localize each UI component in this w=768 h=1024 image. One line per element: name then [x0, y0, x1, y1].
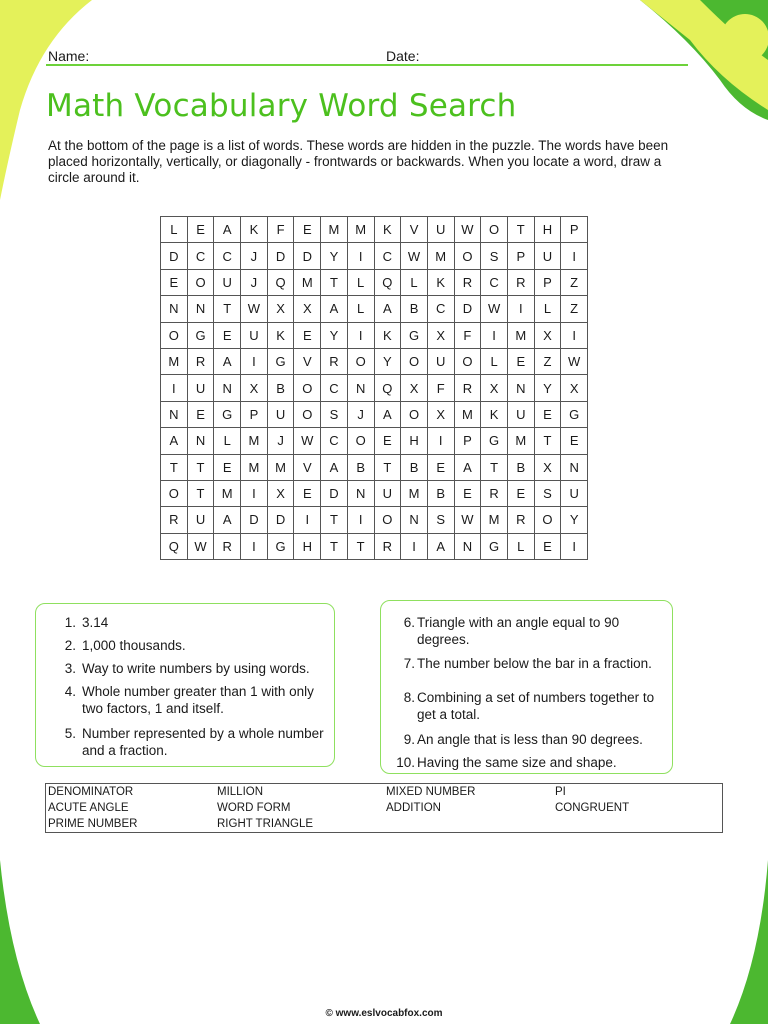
grid-cell[interactable]: O	[161, 480, 188, 506]
grid-cell[interactable]: X	[267, 296, 294, 322]
grid-cell[interactable]: L	[507, 533, 534, 559]
grid-cell[interactable]: E	[561, 428, 588, 454]
grid-cell[interactable]: G	[481, 533, 508, 559]
grid-cell[interactable]: V	[294, 348, 321, 374]
word-bank	[45, 783, 723, 833]
grid-cell[interactable]: N	[507, 375, 534, 401]
grid-cell[interactable]: T	[321, 269, 348, 295]
grid-cell[interactable]: Z	[534, 348, 561, 374]
grid-cell[interactable]: L	[161, 217, 188, 243]
grid-cell[interactable]: J	[241, 243, 268, 269]
grid-cell[interactable]: R	[374, 533, 401, 559]
grid-cell[interactable]: P	[561, 217, 588, 243]
clue-text: 3.14	[82, 615, 109, 630]
grid-cell[interactable]: U	[427, 348, 454, 374]
footer-website: © www.eslvocabfox.com	[325, 1008, 443, 1019]
grid-cell[interactable]: Y	[374, 348, 401, 374]
grid-cell[interactable]: I	[561, 322, 588, 348]
grid-cell[interactable]: N	[214, 375, 241, 401]
grid-cell[interactable]: A	[427, 533, 454, 559]
grid-cell[interactable]: L	[401, 269, 428, 295]
grid-cell[interactable]: T	[321, 507, 348, 533]
grid-cell[interactable]: X	[534, 454, 561, 480]
grid-cell[interactable]: J	[267, 428, 294, 454]
grid-cell[interactable]: O	[187, 269, 214, 295]
grid-cell[interactable]: E	[507, 348, 534, 374]
grid-cell[interactable]: B	[401, 454, 428, 480]
grid-cell[interactable]: B	[347, 454, 374, 480]
grid-cell[interactable]: E	[534, 401, 561, 427]
grid-cell[interactable]: U	[534, 243, 561, 269]
grid-cell[interactable]: W	[187, 533, 214, 559]
word-bank-item: ADDITION	[386, 802, 441, 814]
grid-cell[interactable]: B	[267, 375, 294, 401]
grid-cell[interactable]: T	[374, 454, 401, 480]
grid-row	[161, 217, 588, 243]
grid-cell[interactable]: I	[481, 322, 508, 348]
grid-cell[interactable]: E	[214, 454, 241, 480]
clue-number: 3.	[64, 661, 76, 676]
grid-row	[161, 375, 588, 401]
grid-cell[interactable]: F	[454, 322, 481, 348]
grid-row	[161, 243, 588, 269]
grid-cell[interactable]: E	[374, 428, 401, 454]
grid-cell[interactable]: U	[187, 507, 214, 533]
clue-number: 9.	[403, 732, 415, 747]
grid-cell[interactable]: G	[401, 322, 428, 348]
grid-cell[interactable]: M	[294, 269, 321, 295]
grid-cell[interactable]: W	[401, 243, 428, 269]
grid-cell[interactable]: T	[534, 428, 561, 454]
grid-cell[interactable]: Z	[561, 296, 588, 322]
grid-cell[interactable]: C	[374, 243, 401, 269]
grid-row	[161, 401, 588, 427]
grid-cell[interactable]: G	[214, 401, 241, 427]
grid-cell[interactable]: U	[241, 322, 268, 348]
grid-cell[interactable]: A	[214, 507, 241, 533]
grid-cell[interactable]: D	[267, 507, 294, 533]
grid-cell[interactable]: M	[401, 480, 428, 506]
grid-cell[interactable]: F	[267, 217, 294, 243]
grid-cell[interactable]: C	[214, 243, 241, 269]
grid-cell[interactable]: S	[321, 401, 348, 427]
grid-cell[interactable]: D	[294, 243, 321, 269]
grid-cell[interactable]: X	[401, 375, 428, 401]
grid-cell[interactable]: S	[481, 243, 508, 269]
grid-cell[interactable]: W	[454, 217, 481, 243]
grid-cell[interactable]: T	[507, 217, 534, 243]
grid-cell[interactable]: V	[294, 454, 321, 480]
grid-cell[interactable]: I	[161, 375, 188, 401]
word-bank-item: WORD FORM	[217, 802, 291, 814]
word-bank-item: ACUTE ANGLE	[48, 802, 129, 814]
grid-cell[interactable]: J	[347, 401, 374, 427]
grid-cell[interactable]: X	[427, 401, 454, 427]
grid-cell[interactable]: M	[161, 348, 188, 374]
grid-cell[interactable]: N	[347, 375, 374, 401]
clue-number: 7.	[403, 656, 415, 671]
grid-row	[161, 480, 588, 506]
grid-cell[interactable]: A	[161, 428, 188, 454]
grid-cell[interactable]: E	[294, 217, 321, 243]
grid-cell[interactable]: E	[427, 454, 454, 480]
word-bank-item: DENOMINATOR	[48, 786, 134, 798]
grid-cell[interactable]: R	[321, 348, 348, 374]
name-label: Name:	[48, 48, 90, 64]
grid-row	[161, 322, 588, 348]
grid-row	[161, 269, 588, 295]
grid-cell[interactable]: B	[507, 454, 534, 480]
grid-cell[interactable]: M	[241, 428, 268, 454]
grid-cell[interactable]: A	[321, 296, 348, 322]
grid-cell[interactable]: B	[427, 480, 454, 506]
grid-cell[interactable]: I	[561, 533, 588, 559]
grid-cell[interactable]: T	[481, 454, 508, 480]
grid-cell[interactable]: R	[507, 269, 534, 295]
grid-cell[interactable]: M	[321, 217, 348, 243]
grid-cell[interactable]: L	[347, 296, 374, 322]
grid-cell[interactable]: G	[267, 348, 294, 374]
clue-text: Number represented by a whole number and a fraction.	[82, 726, 324, 758]
grid-cell[interactable]: D	[161, 243, 188, 269]
grid-cell[interactable]: I	[427, 428, 454, 454]
grid-cell[interactable]: X	[427, 322, 454, 348]
grid-cell[interactable]: R	[481, 480, 508, 506]
grid-cell[interactable]: S	[534, 480, 561, 506]
grid-cell[interactable]: M	[454, 401, 481, 427]
grid-cell[interactable]: L	[214, 428, 241, 454]
grid-cell[interactable]: X	[534, 322, 561, 348]
grid-cell[interactable]: L	[534, 296, 561, 322]
grid-cell[interactable]: M	[427, 243, 454, 269]
grid-cell[interactable]: M	[214, 480, 241, 506]
grid-cell[interactable]: N	[347, 480, 374, 506]
instructions-text: At the bottom of the page is a list of words. These words are hidden in the puzzle. The words have been placed horizontally, vertically, or diagonally - frontwards or backwards. When you locate a word, draw a circle around it.	[48, 138, 669, 185]
grid-cell[interactable]: M	[507, 428, 534, 454]
grid-cell[interactable]: T	[214, 296, 241, 322]
grid-cell[interactable]: R	[454, 269, 481, 295]
grid-cell[interactable]: O	[454, 243, 481, 269]
grid-cell[interactable]: I	[241, 348, 268, 374]
grid-cell[interactable]: S	[427, 507, 454, 533]
grid-cell[interactable]: N	[454, 533, 481, 559]
grid-cell[interactable]: W	[481, 296, 508, 322]
grid-cell[interactable]: R	[161, 507, 188, 533]
clue-box-right	[380, 600, 673, 774]
grid-cell[interactable]: E	[161, 269, 188, 295]
grid-cell[interactable]: C	[481, 269, 508, 295]
clue-text: The number below the bar in a fraction.	[417, 656, 652, 671]
word-bank-item: CONGRUENT	[555, 802, 630, 814]
grid-cell[interactable]: R	[187, 348, 214, 374]
grid-cell[interactable]: H	[534, 217, 561, 243]
grid-cell[interactable]: T	[161, 454, 188, 480]
clue-number: 8.	[403, 690, 415, 705]
word-bank-item: MIXED NUMBER	[386, 786, 476, 798]
grid-cell[interactable]: Y	[561, 507, 588, 533]
grid-cell[interactable]: J	[241, 269, 268, 295]
grid-cell[interactable]: M	[347, 217, 374, 243]
grid-cell[interactable]: Q	[374, 269, 401, 295]
grid-cell[interactable]: O	[374, 507, 401, 533]
grid-cell[interactable]: H	[294, 533, 321, 559]
grid-cell[interactable]: X	[241, 375, 268, 401]
grid-cell[interactable]: W	[241, 296, 268, 322]
grid-cell[interactable]: P	[241, 401, 268, 427]
grid-cell[interactable]: L	[347, 269, 374, 295]
grid-cell[interactable]: Q	[267, 269, 294, 295]
grid-cell[interactable]: G	[561, 401, 588, 427]
grid-cell[interactable]: U	[267, 401, 294, 427]
grid-cell[interactable]: C	[187, 243, 214, 269]
grid-cell[interactable]: O	[294, 401, 321, 427]
page-title: Math Vocabulary Word Search	[46, 88, 517, 124]
grid-cell[interactable]: E	[294, 322, 321, 348]
grid-cell[interactable]: P	[507, 243, 534, 269]
grid-cell[interactable]: Y	[321, 243, 348, 269]
grid-cell[interactable]: U	[374, 480, 401, 506]
grid-cell[interactable]: T	[347, 533, 374, 559]
grid-cell[interactable]: C	[427, 296, 454, 322]
grid-cell[interactable]: D	[321, 480, 348, 506]
grid-cell[interactable]: D	[454, 296, 481, 322]
grid-cell[interactable]: W	[294, 428, 321, 454]
grid-cell[interactable]: G	[267, 533, 294, 559]
grid-cell[interactable]: I	[347, 507, 374, 533]
grid-cell[interactable]: O	[401, 401, 428, 427]
clue-number: 1.	[64, 615, 76, 630]
grid-cell[interactable]: E	[534, 533, 561, 559]
grid-cell[interactable]: E	[214, 322, 241, 348]
grid-cell[interactable]: O	[481, 217, 508, 243]
grid-cell[interactable]: I	[347, 243, 374, 269]
grid-cell[interactable]: X	[267, 480, 294, 506]
grid-cell[interactable]: D	[267, 243, 294, 269]
grid-cell[interactable]: I	[347, 322, 374, 348]
grid-cell[interactable]: T	[187, 480, 214, 506]
grid-cell[interactable]: A	[374, 401, 401, 427]
grid-cell[interactable]: C	[321, 428, 348, 454]
grid-row	[161, 348, 588, 374]
clue-box-left	[35, 603, 335, 767]
grid-cell[interactable]: B	[401, 296, 428, 322]
grid-cell[interactable]: I	[507, 296, 534, 322]
grid-cell[interactable]: W	[454, 507, 481, 533]
grid-row	[161, 507, 588, 533]
grid-cell[interactable]: M	[241, 454, 268, 480]
grid-cell[interactable]: O	[347, 348, 374, 374]
grid-cell[interactable]: R	[214, 533, 241, 559]
grid-cell[interactable]: A	[374, 296, 401, 322]
clue-text: An angle that is less than 90 degrees.	[417, 732, 643, 747]
grid-cell[interactable]: X	[294, 296, 321, 322]
grid-row	[161, 428, 588, 454]
grid-cell[interactable]: O	[534, 507, 561, 533]
word-bank-item: PI	[555, 786, 566, 798]
grid-cell[interactable]: M	[507, 322, 534, 348]
grid-cell[interactable]: T	[187, 454, 214, 480]
grid-cell[interactable]: O	[294, 375, 321, 401]
grid-cell[interactable]: U	[187, 375, 214, 401]
grid-row	[161, 296, 588, 322]
clue-number: 10.	[396, 755, 415, 770]
clue-text: Having the same size and shape.	[417, 755, 617, 770]
grid-cell[interactable]: K	[374, 322, 401, 348]
grid-cell[interactable]: R	[507, 507, 534, 533]
grid-cell[interactable]: F	[427, 375, 454, 401]
grid-cell[interactable]: V	[401, 217, 428, 243]
grid-cell[interactable]: U	[507, 401, 534, 427]
grid-cell[interactable]: K	[267, 322, 294, 348]
word-search-grid[interactable]	[160, 216, 588, 560]
grid-cell[interactable]: Z	[561, 269, 588, 295]
grid-cell[interactable]: A	[214, 348, 241, 374]
grid-cell[interactable]: O	[161, 322, 188, 348]
grid-cell[interactable]: N	[161, 401, 188, 427]
clue-number: 4.	[64, 684, 76, 699]
grid-cell[interactable]: N	[161, 296, 188, 322]
grid-cell[interactable]: E	[187, 401, 214, 427]
clue-text: 1,000 thousands.	[82, 638, 186, 653]
grid-cell[interactable]: N	[187, 296, 214, 322]
grid-cell[interactable]: X	[481, 375, 508, 401]
grid-cell[interactable]: A	[454, 454, 481, 480]
grid-cell[interactable]: Q	[161, 533, 188, 559]
grid-cell[interactable]: Y	[321, 322, 348, 348]
grid-cell[interactable]: G	[481, 428, 508, 454]
clue-text: Whole number greater than 1 with only two factors, 1 and itself.	[82, 684, 314, 716]
grid-cell[interactable]: U	[561, 480, 588, 506]
clue-number: 6.	[403, 615, 415, 630]
clue-text: Way to write numbers by using words.	[82, 661, 310, 676]
clue-number: 5.	[64, 726, 76, 741]
clue-text: Combining a set of numbers together to get a total.	[417, 690, 655, 722]
word-bank-item: MILLION	[217, 786, 264, 798]
grid-cell[interactable]: X	[561, 375, 588, 401]
grid-cell[interactable]: O	[454, 348, 481, 374]
grid-cell[interactable]: I	[401, 533, 428, 559]
grid-cell[interactable]: E	[187, 217, 214, 243]
grid-cell[interactable]: U	[214, 269, 241, 295]
grid-cell[interactable]: O	[401, 348, 428, 374]
clue-number: 2.	[64, 638, 76, 653]
grid-cell[interactable]: W	[561, 348, 588, 374]
word-bank-item: RIGHT TRIANGLE	[217, 818, 314, 830]
grid-cell[interactable]: M	[267, 454, 294, 480]
grid-cell[interactable]: P	[534, 269, 561, 295]
grid-cell[interactable]: E	[507, 480, 534, 506]
grid-cell[interactable]: A	[321, 454, 348, 480]
grid-cell[interactable]: N	[401, 507, 428, 533]
grid-cell[interactable]: L	[481, 348, 508, 374]
grid-cell[interactable]: K	[374, 217, 401, 243]
grid-cell[interactable]: E	[294, 480, 321, 506]
grid-cell[interactable]: K	[427, 269, 454, 295]
date-label: Date:	[386, 48, 420, 64]
grid-cell[interactable]: I	[241, 533, 268, 559]
grid-cell[interactable]: R	[454, 375, 481, 401]
grid-cell[interactable]: E	[454, 480, 481, 506]
grid-cell[interactable]: N	[561, 454, 588, 480]
header-divider	[46, 64, 688, 66]
clue-text: Triangle with an angle equal to 90 degrees.	[417, 615, 620, 647]
grid-cell[interactable]: K	[241, 217, 268, 243]
grid-cell[interactable]: C	[321, 375, 348, 401]
grid-cell[interactable]: T	[321, 533, 348, 559]
grid-cell[interactable]: U	[427, 217, 454, 243]
grid-cell[interactable]: N	[187, 428, 214, 454]
grid-row	[161, 454, 588, 480]
grid-cell[interactable]: I	[561, 243, 588, 269]
grid-cell[interactable]: H	[401, 428, 428, 454]
word-bank-item: PRIME NUMBER	[48, 818, 138, 830]
grid-cell[interactable]: K	[481, 401, 508, 427]
grid-cell[interactable]: I	[294, 507, 321, 533]
grid-cell[interactable]: Y	[534, 375, 561, 401]
grid-row	[161, 533, 588, 559]
grid-cell[interactable]: D	[241, 507, 268, 533]
grid-cell[interactable]: Q	[374, 375, 401, 401]
grid-cell[interactable]: A	[214, 217, 241, 243]
grid-cell[interactable]: M	[481, 507, 508, 533]
grid-cell[interactable]: P	[454, 428, 481, 454]
grid-cell[interactable]: I	[241, 480, 268, 506]
grid-cell[interactable]: G	[187, 322, 214, 348]
grid-cell[interactable]: O	[347, 428, 374, 454]
